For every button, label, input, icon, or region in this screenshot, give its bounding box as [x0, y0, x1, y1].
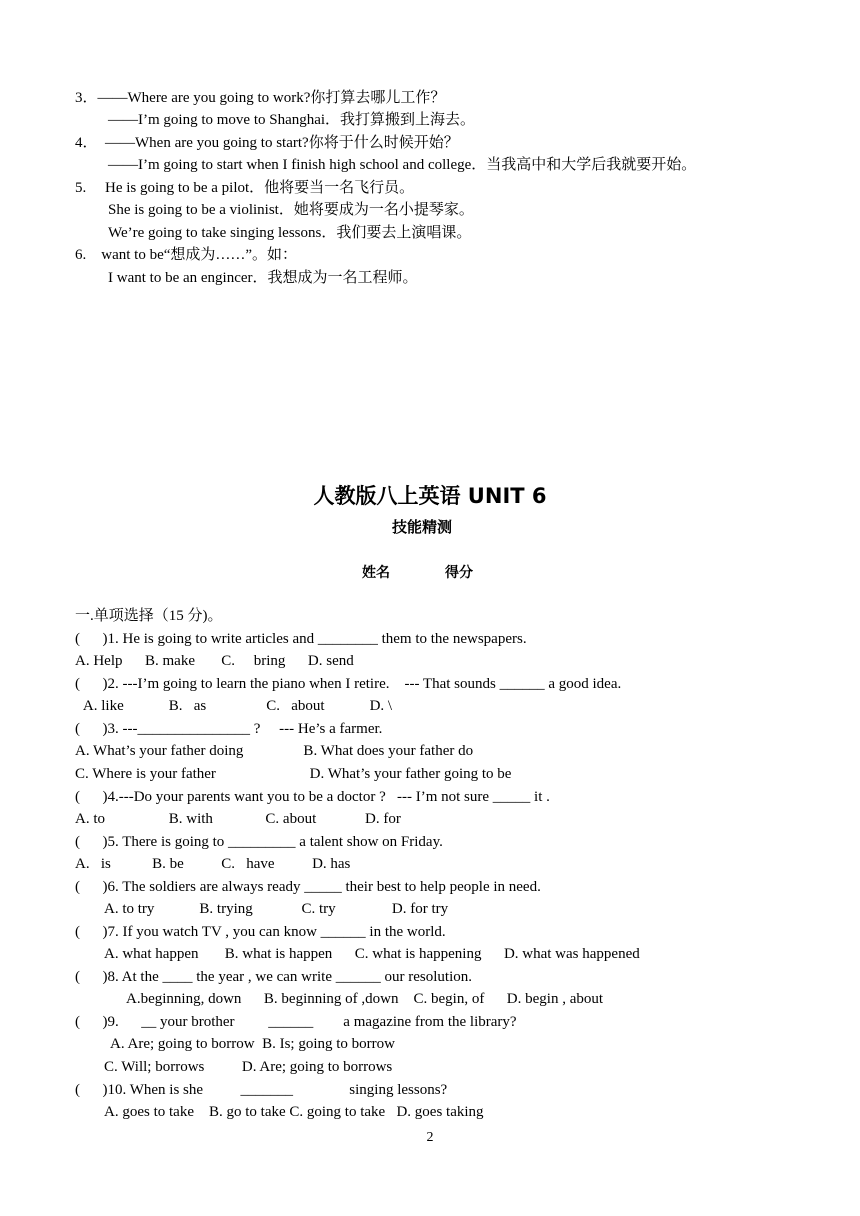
question-line: ( )1. He is going to write articles and ________ them to the newspapers.	[75, 631, 527, 647]
question-line: ( )7. If you watch TV , you can know ______ in the world.	[75, 924, 446, 940]
question-line: A. like B. as C. about D. \	[80, 698, 393, 714]
section-title: 一.单项选择（15 分)。	[75, 608, 223, 624]
note-line: ——I’m going to move to Shanghai．我打算搬到上海去。	[108, 112, 476, 128]
page-number: 2	[426, 1130, 434, 1145]
question-line: ( )5. There is going to _________ a talent show on Friday.	[75, 834, 443, 850]
question-line: A. is B. be C. have D. has	[75, 856, 351, 872]
question-line: A. to try B. trying C. try D. for try	[104, 901, 449, 917]
question-line: A. goes to take B. go to take C. going to take D. goes taking	[104, 1104, 484, 1120]
question-line: A. what happen B. what is happen C. what is happening D. what was happened	[104, 946, 640, 962]
question-line: ( )4.---Do your parents want you to be a doctor ? --- I’m not sure _____ it .	[75, 789, 550, 805]
question-line: ( )2. ---I’m going to learn the piano when I retire. --- That sounds ______ a good idea.	[75, 676, 622, 692]
note-line: We’re going to take singing lessons．我们要去上演唱课。	[108, 225, 472, 241]
question-line: C. Where is your father D. What’s your father going to be	[75, 766, 512, 782]
question-line: A. Are; going to borrow B. Is; going to borrow	[110, 1036, 395, 1052]
question-line: A. Help B. make C. bring D. send	[75, 653, 354, 669]
question-line: A.beginning, down B. beginning of ,down C. begin, of D. begin , about	[126, 991, 604, 1007]
question-line: ( )6. The soldiers are always ready _____ their best to help people in need.	[75, 879, 541, 895]
question-line: A. to B. with C. about D. for	[75, 811, 401, 827]
score-label: 得分	[445, 565, 473, 581]
question-line: ( )10. When is she _______ singing lessons?	[75, 1082, 448, 1098]
question-line: ( )9. __ your brother ______ a magazine from the library?	[75, 1014, 517, 1030]
name-label: 姓名	[362, 565, 390, 581]
note-line: 5. He is going to be a pilot．他将要当一名飞行员。	[75, 180, 415, 196]
note-line: 3．——Where are you going to work?你打算去哪儿工作？	[75, 90, 446, 106]
note-line: 6. want to be“想成为……”。如：	[75, 247, 298, 263]
note-line: 4． ——When are you going to start?你将于什么时候开始？	[75, 135, 459, 151]
note-line: ——I’m going to start when I finish high school and college．当我高中和大学后我就要开始。	[108, 157, 697, 173]
question-line: ( )3. ---_______________ ? --- He’s a farmer.	[75, 721, 383, 737]
question-line: ( )8. At the ____ the year , we can write ______ our resolution.	[75, 969, 472, 985]
note-line: She is going to be a violinist．她将要成为一名小提琴家。	[108, 202, 474, 218]
page-title: 人教版八上英语 UNIT 6	[313, 484, 547, 508]
question-line: A. What’s your father doing B. What does your father do	[75, 743, 474, 759]
note-line: I want to be an engincer．我想成为一名工程师。	[108, 270, 418, 286]
page-subtitle: 技能精测	[391, 518, 452, 536]
question-line: C. Will; borrows D. Are; going to borrows	[104, 1059, 393, 1075]
